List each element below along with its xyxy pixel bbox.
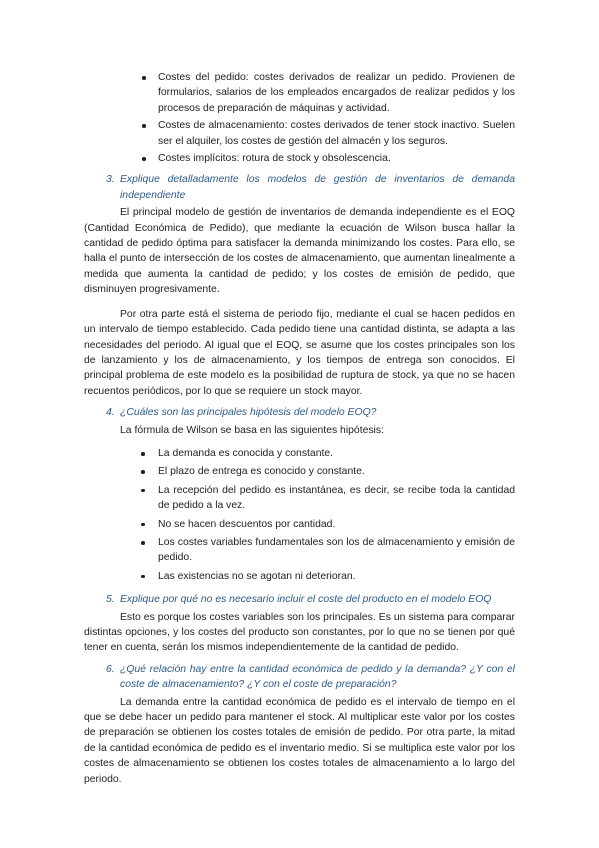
question-number: 4.: [106, 407, 115, 419]
bullet-text: La recepción del pedido es instantánea, es decir, se recibe toda la cantidad de pedido a la vez.: [158, 484, 515, 512]
list-item: [84, 446, 515, 461]
question-3-heading: [84, 172, 515, 203]
bullet-text: Costes de almacenamiento: costes derivados de tener stock inactivo. Suelen ser el alquiler, los costes de gestión del almacén y los seguros.: [158, 120, 515, 147]
bullet-icon: [141, 575, 145, 579]
paragraph: La fórmula de Wilson se basa en las siguientes hipótesis:: [120, 424, 384, 436]
bullet-text: Costes implícitos: rotura de stock y obsolescencia.: [158, 153, 391, 165]
paragraph: Por otra parte está el sistema de periodo fijo, mediante el cual se hacen pedidos en un intervalo de tiempo establecido. Cada pedido tiene una cantidad distinta, se adapta a las necesidades del periodo. Al igual que el EOQ, se asume que los costes principales son los de lanzamiento y los de almacenamiento, y los tiempos de entrega son conocidos. El principal problema de este modelo es la posibilidad de ruptura de stock, ya que no se hacen recuentos periódicos, por lo que se requiere un stock mayor.: [84, 308, 515, 397]
bullet-icon: [141, 541, 145, 545]
bullet-icon: [141, 489, 145, 493]
question-text: ¿Qué relación hay entre la cantidad económica de pedido y la demanda? ¿Y con el coste de almacenamiento? ¿Y con el coste de preparación?: [120, 663, 515, 691]
paragraph: La demanda entre la cantidad económica de pedido es el intervalo de tiempo en el que se debe hacer un pedido para mantener el stock. Al multiplicar este valor por los costes de preparación se obtienen los costes totales de emisión de pedido. Por otra parte, la mitad de la cantidad económica de pedido es el inventario medio. Si se multiplica este valor por los costes de almacenamiento se obtienen los costes totales de almacenamiento a lo largo del periodo.: [84, 696, 515, 785]
question-number: 5.: [106, 594, 115, 606]
question-4-heading: [84, 405, 515, 420]
costs-bullet-list: [84, 70, 515, 166]
bullet-icon: [141, 470, 145, 474]
bullet-text: La demanda es conocida y constante.: [158, 447, 334, 459]
question-number: 6.: [106, 663, 115, 675]
list-item: [84, 483, 515, 514]
question-number: 3.: [106, 174, 115, 186]
question-text: Explique detalladamente los modelos de gestión de inventarios de demanda independiente: [120, 174, 515, 201]
question-text: ¿Cuáles son las principales hipótesis del modelo EOQ?: [120, 407, 377, 419]
list-item: [84, 569, 515, 584]
bullet-text: Las existencias no se agotan ni deterioran.: [158, 570, 356, 582]
paragraph: Esto es porque los costes variables son los principales. Es un sistema para comparar distintas opciones, y los costes del producto son constantes, por lo que no se tienen por qué tener en cuenta, serán los mismos independientemente de la cantidad de pedido.: [84, 611, 515, 654]
bullet-icon: [141, 452, 145, 456]
bullet-icon: [142, 124, 146, 128]
bullet-icon: [142, 76, 146, 80]
bullet-text: El plazo de entrega es conocido y constante.: [158, 466, 365, 478]
paragraph: El principal modelo de gestión de inventarios de demanda independiente es el EOQ (Cantidad Económica de Pedido), que mediante la ecuación de Wilson busca hallar la cantidad de pedido óptima para satisfacer la demanda minimizando los costes. Para ello, se halla el punto de intersección de los costes de almacenamiento, que aumentan linealmente a medida que aumenta la cantidad de pedido; y los costes de emisión de pedido, que disminuyen progresivamente.: [84, 207, 515, 296]
list-item: [84, 151, 515, 166]
bullet-text: Costes del pedido: costes derivados de realizar un pedido. Provienen de formularios, salarios de los empleados encargados de realizar pedidos y los procesos de preparación de máquinas y actividad.: [158, 72, 515, 114]
bullet-text: Los costes variables fundamentales son los de almacenamiento y emisión de pedido.: [158, 536, 515, 564]
hypotheses-bullet-list: [84, 446, 515, 584]
list-item: [84, 517, 515, 532]
bullet-icon: [141, 523, 145, 527]
list-item: [84, 70, 515, 116]
list-item: [84, 118, 515, 149]
list-item: [84, 535, 515, 566]
bullet-text: No se hacen descuentos por cantidad.: [158, 518, 336, 530]
question-text: Explique por qué no es necesario incluir el coste del producto en el modelo EOQ: [120, 594, 492, 606]
bullet-icon: [142, 157, 146, 161]
question-6-heading: [84, 662, 515, 693]
list-item: [84, 464, 515, 479]
question-5-heading: [84, 592, 515, 607]
